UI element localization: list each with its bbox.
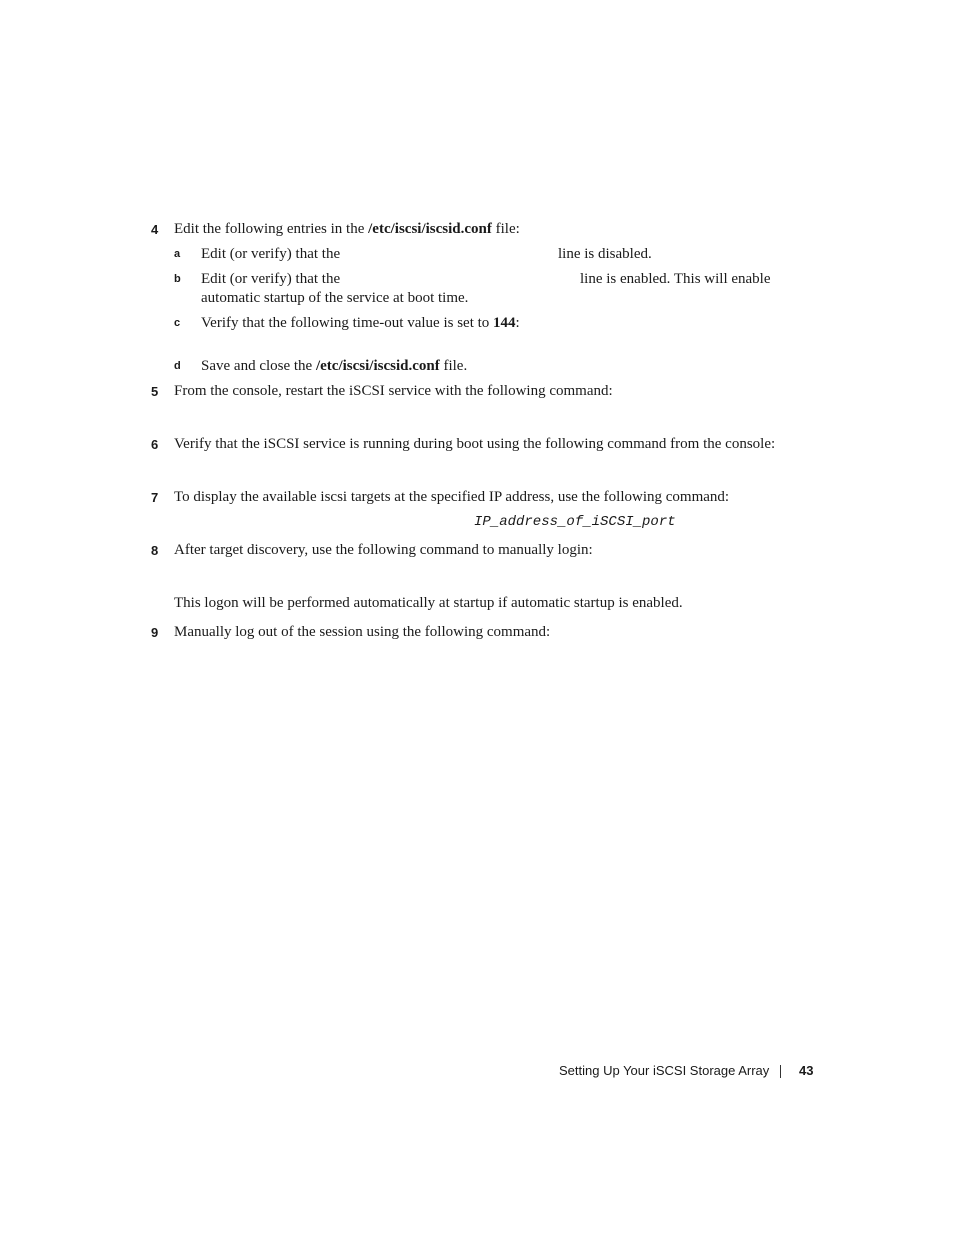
step-number: 8 — [151, 543, 159, 558]
file-path: /etc/iscsi/iscsid.conf — [315, 358, 440, 374]
step-number: 6 — [151, 437, 159, 452]
substep-text: Edit (or verify) that the — [201, 246, 341, 262]
timeout-value: 144 — [493, 315, 516, 331]
step-number: 4 — [151, 222, 159, 237]
step-number: 7 — [151, 490, 159, 505]
substep-text: line is disabled. — [558, 246, 652, 262]
substep-text: automatic startup of the service at boot time. — [201, 290, 469, 306]
substep-text: line is enabled. This will enable — [580, 271, 771, 287]
step-text: To display the available iscsi targets at the specified IP address, use the following command: — [174, 489, 730, 505]
step-text: Verify that the iSCSI service is running during boot using the following command from the console: — [174, 436, 776, 452]
substep-letter: a — [174, 248, 181, 260]
step-text: After target discovery, use the following command to manually login: — [174, 542, 593, 558]
step-note: This logon will be performed automatically at startup if automatic startup is enabled. — [174, 595, 683, 611]
substep-text: Edit (or verify) that the — [201, 271, 341, 287]
page-number: 43 — [799, 1063, 814, 1078]
substep-text: Verify that the following time-out value is set to 144: — [201, 315, 520, 331]
step-text: From the console, restart the iSCSI service with the following command: — [174, 383, 613, 399]
step-number: 5 — [151, 384, 159, 399]
code-placeholder: IP_address_of_iSCSI_port — [474, 514, 676, 530]
step-number: 9 — [151, 625, 159, 640]
footer-title: Setting Up Your iSCSI Storage Array — [559, 1063, 770, 1078]
substep-letter: b — [174, 273, 181, 285]
file-path: /etc/iscsi/iscsid.conf — [368, 221, 492, 237]
substep-text: Save and close the /etc/iscsi/iscsid.conf file. — [201, 358, 468, 374]
substep-letter: c — [174, 317, 181, 329]
step-text: Edit the following entries in the /etc/iscsi/iscsid.conf file: — [174, 221, 520, 237]
footer-separator — [780, 1065, 781, 1078]
substep-letter: d — [174, 360, 181, 372]
step-text: Manually log out of the session using the following command: — [174, 624, 551, 640]
